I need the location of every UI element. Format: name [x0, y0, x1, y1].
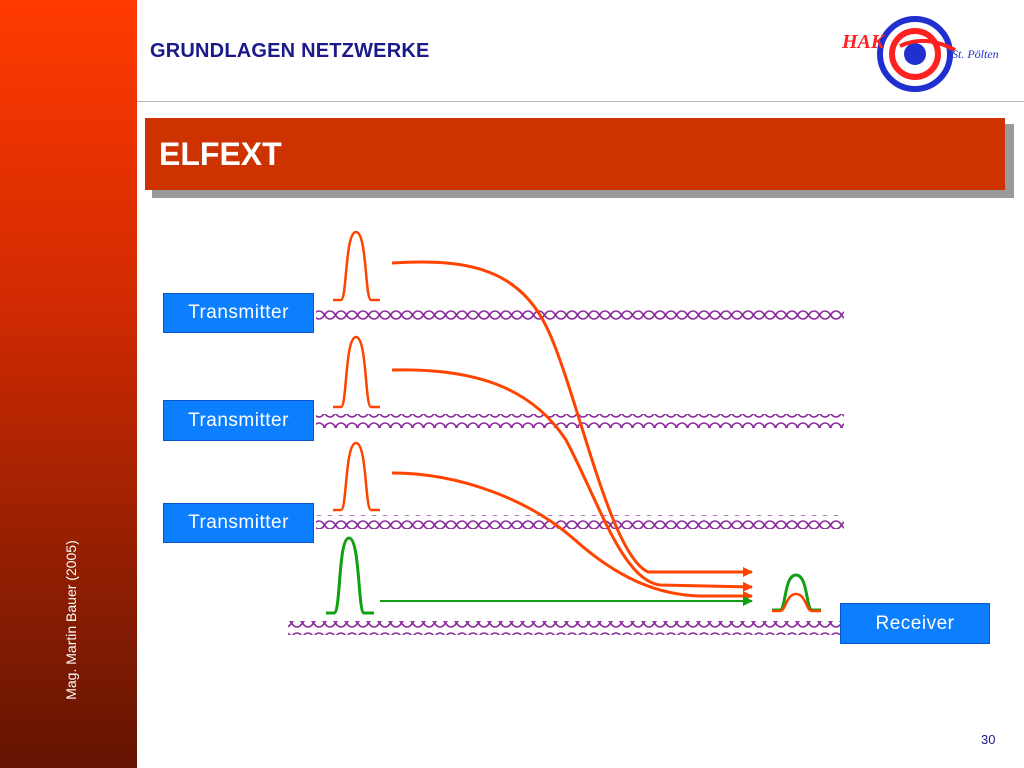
page-number: 30	[981, 732, 996, 747]
header-title: GRUNDLAGEN NETZWERKE	[150, 40, 430, 62]
signal-pulse	[326, 538, 374, 613]
twisted-pair-1	[316, 308, 844, 322]
received-signal-green	[772, 575, 821, 610]
receiver: Receiver	[840, 603, 990, 644]
author-credit: Mag. Martin Bauer (2005)	[63, 540, 79, 700]
transmitter-2: Transmitter	[163, 400, 314, 441]
pulse-2	[333, 337, 380, 407]
crosstalk-arrow-3	[392, 473, 752, 596]
svg-text:St. Pölten: St. Pölten	[952, 47, 999, 61]
twisted-pair-3	[316, 515, 844, 529]
slide-title: ELFEXT	[159, 135, 282, 172]
pulse-3	[333, 443, 380, 510]
svg-text:HAK: HAK	[842, 31, 885, 53]
pulse-1	[333, 232, 380, 300]
received-signal-red	[772, 594, 821, 611]
twisted-pair-4	[288, 621, 840, 635]
transmitter-1: Transmitter	[163, 293, 314, 333]
transmitter-3: Transmitter	[163, 503, 314, 543]
